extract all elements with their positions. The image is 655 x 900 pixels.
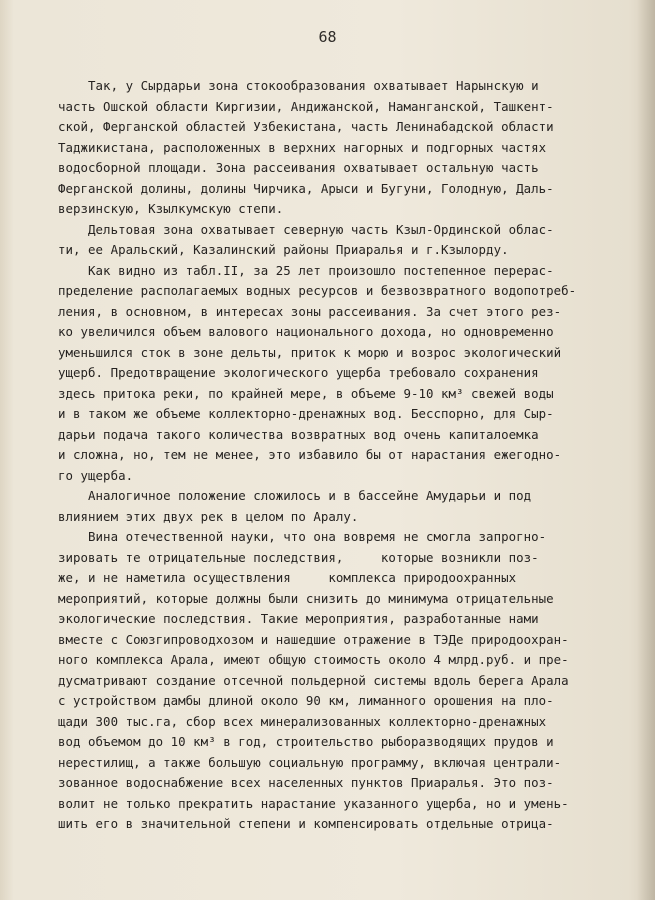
text-line: ти, ее Аральский, Казалинский районы Приаралья и г.Кзылорду. bbox=[58, 242, 509, 257]
text-line: часть Ошской области Киргизии, Андижанской, Наманганской, Ташкент- bbox=[58, 98, 554, 114]
text-line: и в таком же объеме коллекторно-дренажных вод. Бесспорно, для Сыр- bbox=[58, 406, 554, 421]
text-line: верзинскую, Кзылкумскую степи. bbox=[58, 201, 284, 216]
text-line: и сложна, но, тем не менее, это избавило бы от нарастания ежегодно- bbox=[58, 447, 562, 462]
text-line: щади 300 тыс.га, сбор всех минерализованных коллекторно-дренажных bbox=[58, 713, 547, 729]
paragraph bbox=[58, 76, 618, 220]
text-line: волит не только прекратить нарастание указанного ущерба, но и умень- bbox=[58, 795, 569, 811]
paragraph bbox=[58, 486, 618, 527]
text-line: зировать те отрицательные последствия, которые возникли поз- bbox=[58, 549, 539, 565]
text-line: экологические последствия. Такие мероприятия, разработанные нами bbox=[58, 611, 539, 626]
text-line: Вина отечественной науки, что она вовремя не смогла запрогно- bbox=[58, 529, 547, 544]
text-line: ного комплекса Арала, имеют общую стоимость около 4 млрд.руб. и пре- bbox=[58, 652, 569, 667]
paragraph bbox=[58, 220, 618, 261]
text-line: Дельтовая зона охватывает северную часть Кзыл-Ординской облас- bbox=[58, 221, 554, 237]
text-line: Таджикистана, расположенных в верхних нагорных и подгорных частях bbox=[58, 139, 547, 155]
text-line: мероприятий, которые должны были снизить до минимума отрицательные bbox=[58, 590, 554, 606]
paragraph bbox=[58, 261, 618, 487]
text-line: пределение располагаемых водных ресурсов и безвозвратного водопотреб- bbox=[58, 283, 577, 298]
text-line: вод объемом до 10 км³ в год, строительство рыборазводящих прудов и bbox=[58, 734, 554, 749]
text-line: нерестилищ, а также большую социальную программу, включая централи- bbox=[58, 754, 562, 770]
paragraph bbox=[58, 527, 618, 835]
text-line: уменьшился сток в зоне дельты, приток к морю и возрос экологический bbox=[58, 344, 562, 360]
text-line: шить его в значительной степени и компенсировать отдельные отрица- bbox=[58, 816, 554, 831]
text-line: вместе с Союзгипроводхозом и нашедшие отражение в ТЭДе природоохран- bbox=[58, 631, 569, 647]
text-line: здесь притока реки, по крайней мере, в объеме 9-10 км³ свежей воды bbox=[58, 385, 554, 401]
text-line: дусматривают создание отсечной польдерной системы вдоль берега Арала bbox=[58, 672, 569, 688]
text-line: ления, в основном, в интересах зоны рассеивания. За счет этого рез- bbox=[58, 303, 562, 319]
page-edge-shadow bbox=[637, 0, 655, 900]
text-line: же, и не наметила осуществления комплекса природоохранных bbox=[58, 570, 517, 585]
document-body bbox=[58, 76, 618, 835]
text-line: Как видно из табл.II, за 25 лет произошло постепенное перерас- bbox=[58, 262, 554, 278]
text-line: ко увеличился объем валового национального дохода, но одновременно bbox=[58, 324, 554, 339]
text-line: с устройством дамбы длиной около 90 км, лиманного орошения на пло- bbox=[58, 693, 554, 708]
text-line: ущерб. Предотвращение экологического ущерба требовало сохранения bbox=[58, 365, 539, 380]
text-line: го ущерба. bbox=[58, 467, 134, 483]
text-line: ской, Ферганской областей Узбекистана, часть Ленинабадской области bbox=[58, 119, 554, 134]
text-line: Ферганской долины, долины Чирчика, Арыси и Бугуни, Голодную, Даль- bbox=[58, 180, 554, 196]
text-line: водосборной площади. Зона рассеивания охватывает остальную часть bbox=[58, 160, 539, 175]
page-number: 68 bbox=[318, 28, 337, 46]
text-line: влиянием этих двух рек в целом по Аралу. bbox=[58, 508, 359, 524]
text-line: Так, у Сырдарьи зона стокообразования охватывает Нарынскую и bbox=[58, 78, 539, 93]
text-line: дарьи подача такого количества возвратных вод очень капиталоемка bbox=[58, 426, 539, 442]
text-line: Аналогичное положение сложилось и в бассейне Амударьи и под bbox=[58, 488, 532, 503]
text-line: зованное водоснабжение всех населенных пунктов Приаралья. Это поз- bbox=[58, 775, 554, 790]
